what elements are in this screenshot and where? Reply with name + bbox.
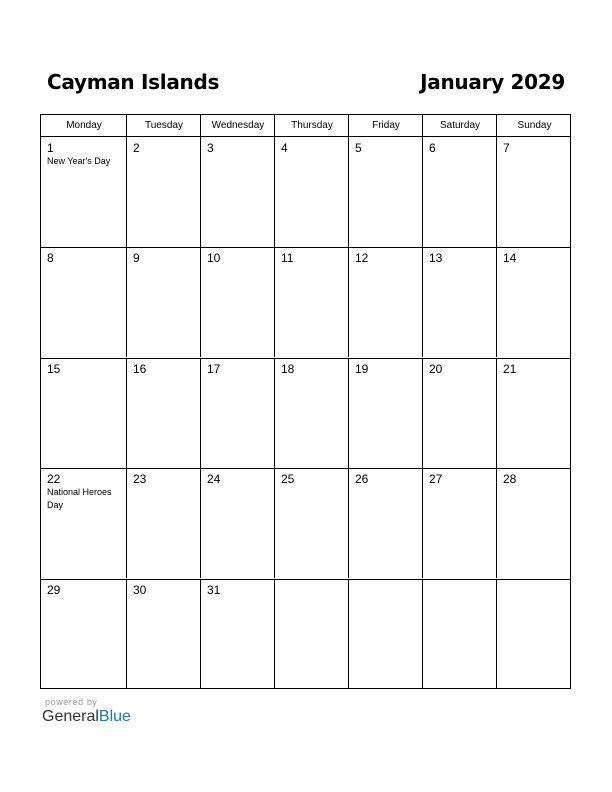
day-cell[interactable] xyxy=(349,137,423,247)
day-number: 16 xyxy=(133,362,147,376)
day-number: 1 xyxy=(47,141,54,155)
day-cell[interactable] xyxy=(275,137,349,247)
day-cell[interactable] xyxy=(423,247,497,357)
day-number: 29 xyxy=(47,583,61,597)
grid-divider xyxy=(126,115,127,136)
day-number: 23 xyxy=(133,472,147,486)
weekday-header-friday: Friday xyxy=(372,120,400,131)
day-cell[interactable] xyxy=(41,468,127,578)
day-cell[interactable] xyxy=(497,247,572,357)
week-row xyxy=(41,247,570,357)
holiday-label: New Year's Day xyxy=(47,156,111,166)
day-number: 11 xyxy=(281,251,294,265)
day-cell[interactable] xyxy=(41,579,127,689)
day-cell[interactable] xyxy=(349,358,423,468)
day-cell[interactable] xyxy=(497,468,572,578)
grid-divider xyxy=(496,137,497,247)
day-number: 14 xyxy=(503,251,517,265)
day-number: 30 xyxy=(133,583,147,597)
day-number: 10 xyxy=(207,251,221,265)
grid-divider xyxy=(422,358,423,468)
grid-divider xyxy=(200,468,201,578)
day-cell[interactable] xyxy=(497,358,572,468)
grid-divider xyxy=(348,247,349,357)
day-cell[interactable] xyxy=(127,579,201,689)
month-year-title: January 2029 xyxy=(420,70,565,94)
day-cell[interactable] xyxy=(275,247,349,357)
grid-divider xyxy=(200,247,201,357)
weekday-header-monday: Monday xyxy=(66,120,102,131)
calendar-grid xyxy=(40,114,571,689)
grid-divider xyxy=(348,115,349,136)
grid-divider xyxy=(274,137,275,247)
grid-divider xyxy=(348,137,349,247)
day-cell[interactable] xyxy=(201,579,275,689)
day-number: 19 xyxy=(355,362,369,376)
grid-divider xyxy=(200,115,201,136)
day-cell[interactable] xyxy=(41,358,127,468)
grid-divider xyxy=(126,468,127,578)
day-cell[interactable] xyxy=(127,247,201,357)
day-number: 4 xyxy=(281,141,288,155)
day-cell[interactable] xyxy=(497,137,572,247)
day-number: 2 xyxy=(133,141,140,155)
day-number: 9 xyxy=(133,251,140,265)
grid-divider xyxy=(422,247,423,357)
grid-divider xyxy=(200,358,201,468)
weekday-header-tuesday: Tuesday xyxy=(145,120,183,131)
day-number: 17 xyxy=(207,362,221,376)
grid-divider xyxy=(496,579,497,689)
day-cell[interactable] xyxy=(275,468,349,578)
grid-divider xyxy=(348,468,349,578)
grid-divider xyxy=(274,115,275,136)
grid-divider xyxy=(496,115,497,136)
week-row xyxy=(41,137,570,247)
day-cell[interactable] xyxy=(423,137,497,247)
day-cell[interactable] xyxy=(127,358,201,468)
day-number: 31 xyxy=(207,583,221,597)
grid-divider xyxy=(126,358,127,468)
day-cell xyxy=(349,579,423,689)
day-number: 6 xyxy=(429,141,436,155)
grid-divider xyxy=(348,358,349,468)
day-number: 5 xyxy=(355,141,362,155)
day-number: 22 xyxy=(47,472,61,486)
grid-divider xyxy=(126,137,127,247)
day-cell[interactable] xyxy=(41,247,127,357)
day-cell[interactable] xyxy=(423,358,497,468)
country-title: Cayman Islands xyxy=(47,70,220,94)
day-number: 21 xyxy=(503,362,517,376)
weekday-header-sunday: Sunday xyxy=(517,120,552,131)
powered-by-label: powered by xyxy=(45,697,98,707)
week-row xyxy=(41,468,570,578)
brand-general-text: General xyxy=(42,708,99,725)
day-number: 15 xyxy=(47,362,61,376)
grid-divider xyxy=(200,579,201,689)
weekday-header-thursday: Thursday xyxy=(291,120,333,131)
grid-divider xyxy=(496,468,497,578)
day-cell[interactable] xyxy=(127,468,201,578)
day-cell xyxy=(497,579,572,689)
day-number: 3 xyxy=(207,141,214,155)
day-number: 18 xyxy=(281,362,295,376)
grid-divider xyxy=(200,137,201,247)
week-row xyxy=(41,579,570,689)
day-number: 13 xyxy=(429,251,443,265)
day-number: 7 xyxy=(503,141,510,155)
grid-divider xyxy=(126,579,127,689)
grid-divider xyxy=(422,115,423,136)
day-cell[interactable] xyxy=(201,247,275,357)
day-cell[interactable] xyxy=(349,247,423,357)
day-cell[interactable] xyxy=(423,468,497,578)
day-cell[interactable] xyxy=(201,358,275,468)
brand-blue-text: Blue xyxy=(98,708,131,725)
grid-divider xyxy=(274,358,275,468)
day-number: 12 xyxy=(355,251,369,265)
day-cell xyxy=(423,579,497,689)
grid-divider xyxy=(422,468,423,578)
day-cell[interactable] xyxy=(201,137,275,247)
day-cell[interactable] xyxy=(41,137,127,247)
weekday-header-row xyxy=(41,115,570,137)
day-number: 24 xyxy=(207,472,221,486)
grid-divider xyxy=(348,579,349,689)
day-cell[interactable] xyxy=(349,468,423,578)
day-number: 27 xyxy=(429,472,443,486)
grid-divider xyxy=(496,247,497,357)
grid-divider xyxy=(274,468,275,578)
grid-divider xyxy=(274,247,275,357)
day-number: 26 xyxy=(355,472,369,486)
grid-divider xyxy=(274,579,275,689)
day-number: 25 xyxy=(281,472,295,486)
generalblue-logo[interactable] xyxy=(42,708,131,726)
day-cell xyxy=(275,579,349,689)
grid-divider xyxy=(126,247,127,357)
day-number: 28 xyxy=(503,472,517,486)
weekday-header-wednesday: Wednesday xyxy=(211,120,265,131)
day-number: 8 xyxy=(47,251,54,265)
grid-divider xyxy=(422,579,423,689)
day-cell[interactable] xyxy=(275,358,349,468)
grid-divider xyxy=(496,358,497,468)
grid-divider xyxy=(422,137,423,247)
week-row xyxy=(41,358,570,468)
weekday-header-saturday: Saturday xyxy=(439,120,481,131)
holiday-label: National Heroes Day xyxy=(47,487,112,510)
day-cell[interactable] xyxy=(127,137,201,247)
day-cell[interactable] xyxy=(201,468,275,578)
day-number: 20 xyxy=(429,362,443,376)
